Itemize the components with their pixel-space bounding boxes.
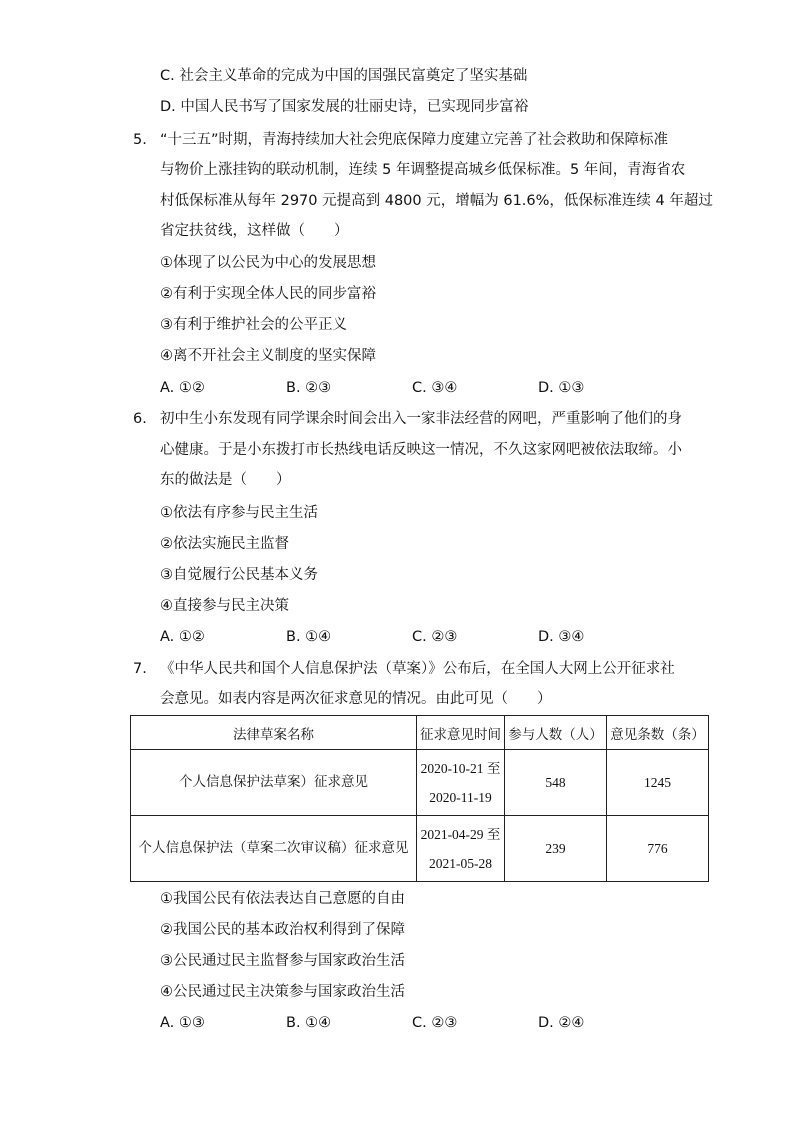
q7-item: ④公民通过民主决策参与国家政治生活 bbox=[160, 984, 405, 1000]
q6-option-c: C. ②③ bbox=[412, 629, 458, 645]
q7-option-c: C. ②③ bbox=[412, 1015, 458, 1031]
cell-opinions: 776 bbox=[607, 816, 709, 882]
q6-item: ③自觉履行公民基本义务 bbox=[160, 567, 318, 583]
q6-stem-line: 心健康。于是小东拨打市长热线电话反映这一情况，不久这家网吧被依法取缔。小 bbox=[160, 442, 682, 458]
q6-stem-line: 初中生小东发现有同学课余时间会出入一家非法经营的网吧，严重影响了他们的身 bbox=[160, 411, 682, 427]
cell-draft-name: 个人信息保护法（草案二次审议稿）征求意见 bbox=[131, 816, 417, 882]
q6-option-a: A. ①② bbox=[160, 629, 205, 645]
table-row bbox=[131, 816, 709, 882]
cell-participants: 548 bbox=[505, 750, 607, 816]
q7-option-b: B. ①④ bbox=[286, 1015, 332, 1031]
cell-participants: 239 bbox=[505, 816, 607, 882]
q6-options bbox=[160, 627, 680, 647]
q6-stem-line: 东的做法是（ ） bbox=[160, 472, 291, 488]
q4-option-d: D. 中国人民书写了国家发展的壮丽史诗，已实现同步富裕 bbox=[160, 99, 529, 115]
cell-time bbox=[417, 816, 505, 882]
header-opinions: 意见条数（条） bbox=[607, 716, 709, 750]
cell-opinions: 1245 bbox=[607, 750, 709, 816]
cell-time bbox=[417, 750, 505, 816]
time-end: 2020-11-19 bbox=[429, 789, 492, 805]
header-time: 征求意见时间 bbox=[417, 716, 505, 750]
draft-opinion-table bbox=[130, 715, 709, 882]
table-row bbox=[131, 750, 709, 816]
q5-item: ①体现了以公民为中心的发展思想 bbox=[160, 255, 376, 271]
q5-option-b: B. ②③ bbox=[286, 380, 332, 396]
time-end: 2021-05-28 bbox=[429, 855, 492, 871]
q5-options bbox=[160, 378, 680, 398]
cell-draft-name: 个人信息保护法草案）征求意见 bbox=[131, 750, 417, 816]
header-draft-name: 法律草案名称 bbox=[131, 716, 417, 750]
q7-options bbox=[160, 1013, 680, 1033]
header-participants: 参与人数（人） bbox=[505, 716, 607, 750]
q7-stem-line: 《中华人民共和国个人信息保护法（草案）》公布后，在全国人大网上公开征求社 bbox=[160, 661, 675, 677]
q6-option-b: B. ①④ bbox=[286, 629, 332, 645]
q5-stem-line: 省定扶贫线，这样做（ ） bbox=[160, 223, 349, 239]
q5-stem-line: 村低保标准从每年 2970 元提高到 4800 元，增幅为 61.6%，低保标准连续 4 年超过 bbox=[160, 193, 713, 209]
q7-number: 7. bbox=[133, 661, 147, 677]
q6-option-d: D. ③④ bbox=[538, 629, 585, 645]
q6-item: ②依法实施民主监督 bbox=[160, 536, 289, 552]
q5-option-c: C. ③④ bbox=[412, 380, 458, 396]
q6-number: 6. bbox=[133, 411, 147, 427]
q5-stem-line: “十三五”时期，青海持续加大社会兜底保障力度建立完善了社会救助和保障标准 bbox=[160, 132, 669, 148]
q7-stem-line: 会意见。如表内容是两次征求意见的情况。由此可见（ ） bbox=[160, 691, 552, 707]
q5-item: ④离不开社会主义制度的坚实保障 bbox=[160, 348, 376, 364]
q6-item: ④直接参与民主决策 bbox=[160, 598, 289, 614]
q7-option-a: A. ①③ bbox=[160, 1015, 205, 1031]
time-start: 2021-04-29 至 bbox=[420, 826, 501, 842]
table-header-row bbox=[131, 716, 709, 750]
q5-item: ②有利于实现全体人民的同步富裕 bbox=[160, 286, 376, 302]
q6-item: ①依法有序参与民主生活 bbox=[160, 505, 318, 521]
q5-item: ③有利于维护社会的公平正义 bbox=[160, 317, 347, 333]
q5-stem-line: 与物价上涨挂钩的联动机制，连续 5 年调整提高城乡低保标准。5 年间，青海省农 bbox=[160, 162, 686, 178]
time-start: 2020-10-21 至 bbox=[420, 760, 501, 776]
q5-option-a: A. ①② bbox=[160, 380, 205, 396]
q7-option-d: D. ②④ bbox=[538, 1015, 585, 1031]
q4-option-c: C. 社会主义革命的完成为中国的国强民富奠定了坚实基础 bbox=[160, 68, 528, 84]
q5-number: 5. bbox=[133, 132, 147, 148]
q7-item: ③公民通过民主监督参与国家政治生活 bbox=[160, 953, 405, 969]
q7-item: ①我国公民有依法表达自己意愿的自由 bbox=[160, 891, 405, 907]
q7-item: ②我国公民的基本政治权利得到了保障 bbox=[160, 922, 405, 938]
q5-option-d: D. ①③ bbox=[538, 380, 585, 396]
